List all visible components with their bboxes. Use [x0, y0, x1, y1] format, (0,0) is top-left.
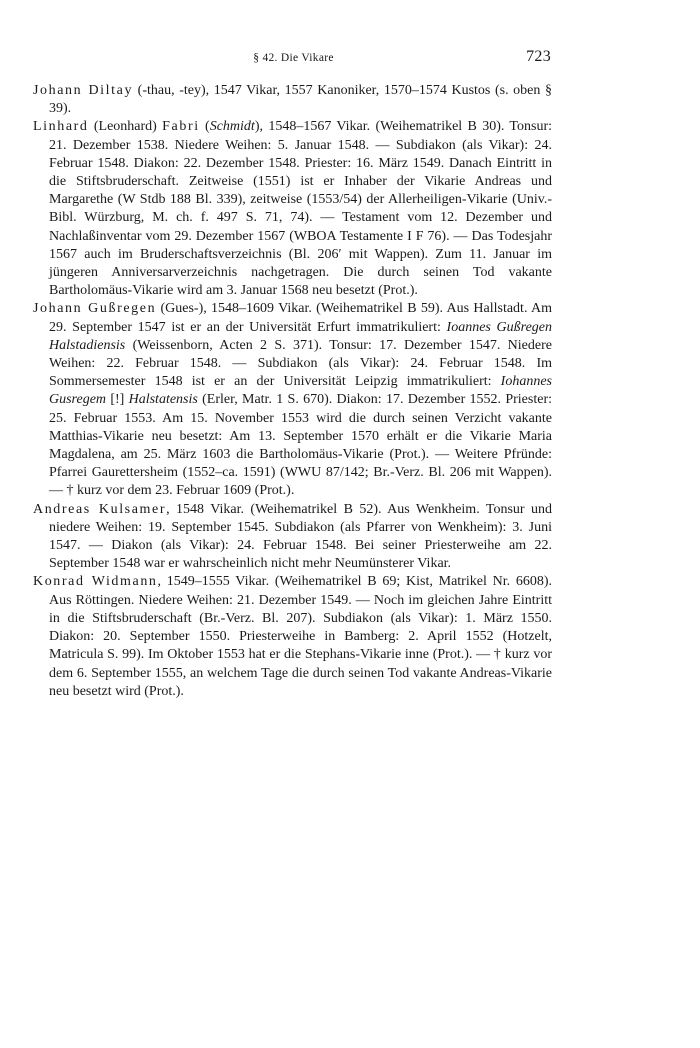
- person-name: Linhard: [33, 119, 89, 135]
- vikar-entry: [33, 573, 552, 700]
- vikar-entry: [33, 118, 552, 300]
- person-name: Konrad Widmann: [33, 574, 158, 590]
- person-name: Johann Diltay: [33, 83, 134, 98]
- person-name: Fabri: [162, 119, 200, 135]
- vikar-entry: [33, 300, 552, 500]
- running-head: [36, 50, 551, 70]
- entry-text: ), 1548–1567 Vikar. (Weihematrikel B 30). Tonsur: 21. Dezember 1538. Niedere Weihen: 5. Januar 1548. — Subdiakon (als Vikar): 24. Februar 1548. Diakon: 22. Dezember 1548. Priester: 16. März 1549. Danach Eintritt in die Stiftsbruderschaft. Zeitweise (1551) ist er Inhaber der Vikarie Andreas und Margarethe (W Stdb 188 Bl. 339), zeitweise (1553/54) der Allerheiligen-Vikarie (Univ.-Bibl. Würzburg, M. ch. f. 497 S. 71, 74). — Testament vom 12. Dezember und Nachlaßinventar vom 29. Dezember 1567 (WBOA Testamente I F 76). — Das Todesjahr 1567 auch im Bruderschaftsverzeichnis (Bl. 206′ mit Wappen). Zum 11. Januar im jüngeren Anniversarverzeichnis nachgetragen. Die durch seinen Tod vakante Bartholomäus-Vikarie wird am 3. Januar 1568 neu besetzt (Prot.).: [49, 119, 553, 299]
- entry-text: (Gues-), 1548–1609 Vikar. (Weihematrikel B 59). Aus Hallstadt. Am 29. September 1547 ist er an der Universität Erfurt immatrikuliert:: [49, 301, 552, 335]
- entry-text: (Weissenborn, Acten 2 S. 371). Tonsur: 17. Dezember 1547. Niedere Weihen: 22. Februar 1548. — Subdiakon (als Vikar): 24. Februar 1548. Im Sommersemester 1548 ist er an der Universität Leipzig immatrikuliert:: [49, 337, 552, 390]
- quoted-source: Iohannes Gusregem: [49, 374, 552, 408]
- vikar-entry: [33, 82, 552, 118]
- section-title: § 42. Die Vikare: [253, 52, 334, 64]
- entry-text: , 1548 Vikar. (Weihematrikel B 52). Aus Wenkheim. Tonsur und niedere Weihen: 19. September 1545. Subdiakon (als Pfarrer von Wenkheim): 3. Juni 1547. — Diakon (als Vikar): 24. Februar 1548. Bei seiner Priesterweihe am 22. September 1548 war er wahrscheinlich nicht mehr Neumünsterer Vikar.: [49, 501, 552, 572]
- person-name: Andreas Kulsamer: [33, 501, 167, 517]
- person-name: Johann Gußregen: [33, 301, 157, 317]
- page-number: 723: [526, 48, 551, 65]
- quoted-source: Halstatensis: [128, 392, 198, 408]
- entry-text: (Leonhard): [88, 119, 163, 135]
- entry-list: [33, 82, 552, 701]
- entry-text: (-thau, -tey), 1547 Vikar, 1557 Kanoniker, 1570–1574 Kustos (s. oben § 39).: [49, 83, 552, 117]
- quoted-source: Ioannes Gußregen Halstadiensis: [49, 319, 552, 353]
- vikar-entry: [33, 501, 552, 574]
- entry-text: (Erler, Matr. 1 S. 670). Diakon: 17. Dezember 1552. Priester: 25. Februar 1553. Am 15. November 1553 wird die durch seinen Verzicht vakante Matthias-Vikarie neu besetzt: Am 13. September 1570 erhält er die Vikarie Maria Magdalena, am 25. März 1603 die Bartholomäus-Vikarie (Prot.). — Weitere Pfründe: Pfarrei Gaurettersheim (1552–ca. 1591) (WWU 87/142; Br.-Verz. Bl. 206 mit Wappen). — † kurz vor dem 23. Februar 1609 (Prot.).: [49, 392, 552, 499]
- quoted-source: Schmidt: [209, 119, 255, 135]
- entry-text: [!]: [106, 392, 129, 408]
- entry-text: , 1549–1555 Vikar. (Weihematrikel B 69; Kist, Matrikel Nr. 6608). Aus Röttingen. Niedere Weihen: 21. Dezember 1549. — Noch im gleichen Jahre Eintritt in die Stiftsbruderschaft (Br.-Verz. Bl. 207). Subdiakon (als Vikar): 1. März 1550. Diakon: 20. September 1550. Priesterweihe in Bamberg: 2. April 1552 (Hotzelt, Matricula S. 99). Im Oktober 1553 hat er die Stephans-Vikarie inne (Prot.). — † kurz vor dem 6. September 1555, an welchem Tage die durch seinen Tod vakante Andreas-Vikarie neu besetzt wird (Prot.).: [49, 574, 553, 699]
- entry-text: (: [199, 119, 210, 135]
